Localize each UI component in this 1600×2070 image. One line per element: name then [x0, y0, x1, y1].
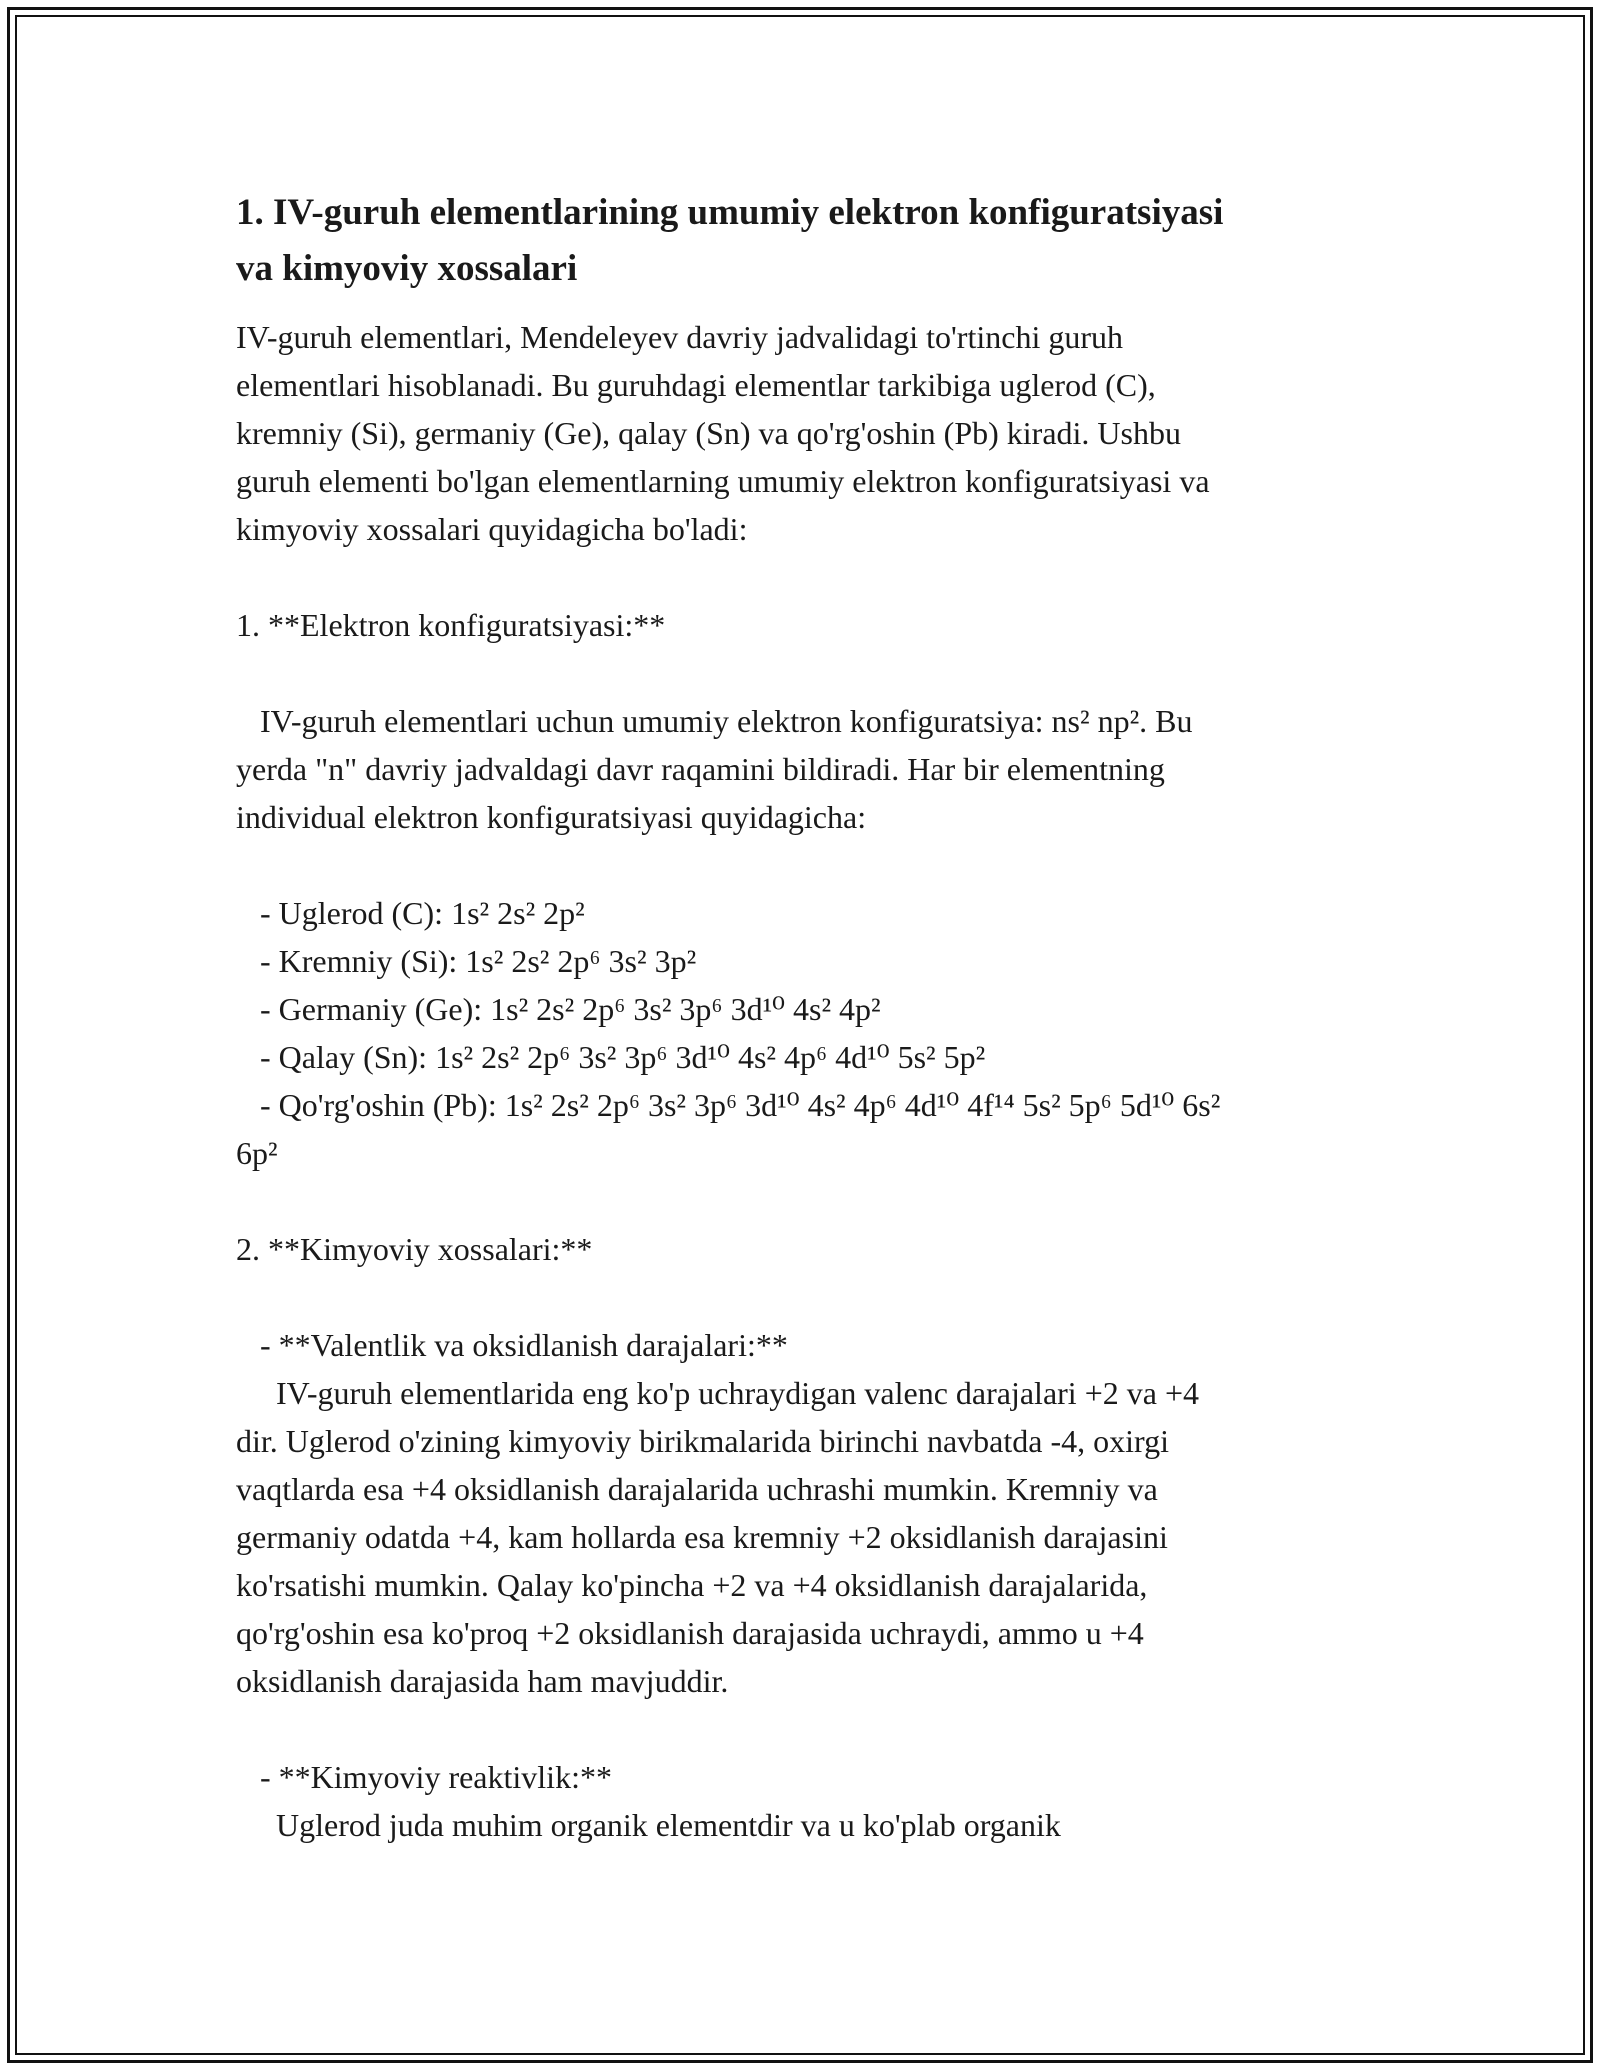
list-item: 6p² [236, 1135, 278, 1171]
list-item: - Kremniy (Si): 1s² 2s² 2p⁶ 3s² 3p² [236, 943, 697, 979]
document-title [236, 185, 1376, 297]
text-line: yerda "n" davriy jadvaldagi davr raqamini bildiradi. Har bir elementning [236, 751, 1165, 787]
title-line: va kimyoviy xossalari [236, 248, 578, 289]
text-line: Uglerod juda muhim organik elementdir va u ko'plab organik [236, 1807, 1061, 1843]
spacer [236, 1705, 1376, 1753]
text-line: dir. Uglerod o'zining kimyoviy birikmalarida birinchi navbatda -4, oxirgi [236, 1423, 1169, 1459]
list-item: - Uglerod (C): 1s² 2s² 2p² [236, 895, 585, 931]
spacer [236, 1273, 1376, 1321]
text-line: elementlari hisoblanadi. Bu guruhdagi elementlar tarkibiga uglerod (C), [236, 367, 1156, 403]
subsection-heading: - **Valentlik va oksidlanish darajalari:** [236, 1327, 788, 1363]
text-line: IV-guruh elementlarida eng ko'p uchraydigan valenc darajalari +2 va +4 [236, 1375, 1199, 1411]
section-heading: 2. **Kimyoviy xossalari:** [236, 1231, 593, 1267]
text-line: IV-guruh elementlari uchun umumiy elektron konfiguratsiya: ns² np². Bu [236, 703, 1193, 739]
text-line: oksidlanish darajasida ham mavjuddir. [236, 1663, 729, 1699]
document-page [236, 185, 1376, 1849]
spacer [236, 1177, 1376, 1225]
title-line: 1. IV-guruh elementlarining umumiy elektron konfiguratsiyasi [236, 192, 1224, 233]
text-line: kremniy (Si), germaniy (Ge), qalay (Sn) va qo'rg'oshin (Pb) kiradi. Ushbu [236, 415, 1181, 451]
text-line: guruh elementi bo'lgan elementlarning umumiy elektron konfiguratsiyasi va [236, 463, 1210, 499]
section-heading: 1. **Elektron konfiguratsiyasi:** [236, 607, 666, 643]
spacer [236, 649, 1376, 697]
list-item: - Germaniy (Ge): 1s² 2s² 2p⁶ 3s² 3p⁶ 3d¹⁰ 4s² 4p² [236, 991, 881, 1027]
valence-paragraph [236, 1369, 1376, 1705]
text-line: individual elektron konfiguratsiyasi quyidagicha: [236, 799, 867, 835]
text-line: kimyoviy xossalari quyidagicha bo'ladi: [236, 511, 748, 547]
section1-paragraph [236, 697, 1376, 841]
configuration-list [236, 889, 1376, 1177]
spacer [236, 553, 1376, 601]
text-line: germaniy odatda +4, kam hollarda esa kremniy +2 oksidlanish darajasini [236, 1519, 1168, 1555]
spacer [236, 841, 1376, 889]
text-line: vaqtlarda esa +4 oksidlanish darajalarida uchrashi mumkin. Kremniy va [236, 1471, 1158, 1507]
list-item: - Qalay (Sn): 1s² 2s² 2p⁶ 3s² 3p⁶ 3d¹⁰ 4s² 4p⁶ 4d¹⁰ 5s² 5p² [236, 1039, 986, 1075]
text-line: qo'rg'oshin esa ko'proq +2 oksidlanish darajasida uchraydi, ammo u +4 [236, 1615, 1144, 1651]
reactivity-paragraph [236, 1801, 1376, 1849]
list-item: - Qo'rg'oshin (Pb): 1s² 2s² 2p⁶ 3s² 3p⁶ 3d¹⁰ 4s² 4p⁶ 4d¹⁰ 4f¹⁴ 5s² 5p⁶ 5d¹⁰ 6s² [236, 1087, 1221, 1123]
text-line: ko'rsatishi mumkin. Qalay ko'pincha +2 va +4 oksidlanish darajalarida, [236, 1567, 1148, 1603]
text-line: IV-guruh elementlari, Mendeleyev davriy jadvalidagi to'rtinchi guruh [236, 319, 1123, 355]
intro-paragraph [236, 313, 1376, 553]
subsection-heading: - **Kimyoviy reaktivlik:** [236, 1759, 612, 1795]
